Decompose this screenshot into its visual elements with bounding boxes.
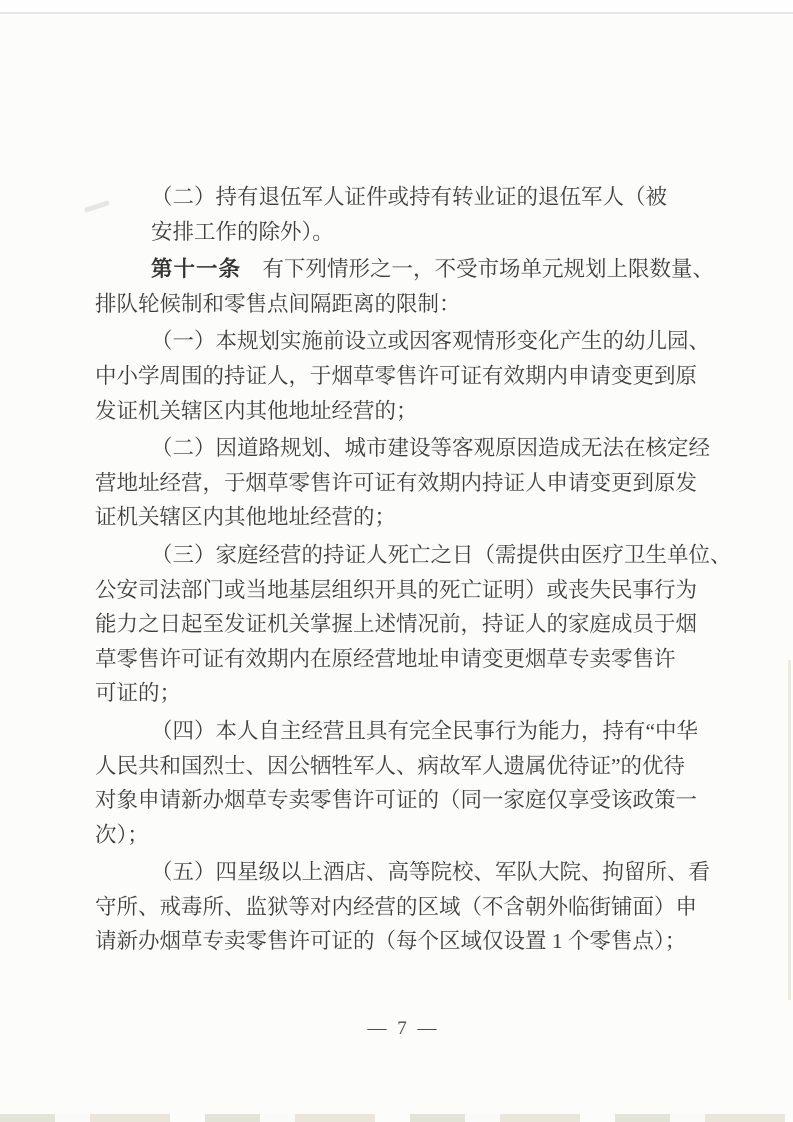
paragraph-item-3 <box>95 538 732 711</box>
scan-edge-top <box>0 0 793 14</box>
text-line: 草零售许可证有效期内在原经营地址申请变更烟草专卖零售许 <box>95 646 676 671</box>
text-line: 公安司法部门或当地基层组织开具的死亡证明）或丧失民事行为 <box>95 577 698 602</box>
paragraph-item-4 <box>95 714 699 852</box>
paragraph-article-11 <box>95 252 715 321</box>
text-line: 可证的； <box>95 681 182 706</box>
scan-edge-bottom <box>0 1114 793 1122</box>
text-line: 守所、戒毒所、监狱等对内经营的区域（不含朝外临街铺面）申 <box>95 894 698 919</box>
text-block <box>95 180 732 959</box>
text-line: 人民共和国烈士、因公牺牲军人、病故军人遗属优待证”的优待 <box>95 753 686 778</box>
text-line: 能力之日起至发证机关掌握上述情况前，持证人的家庭成员于烟 <box>95 612 698 637</box>
text-line: （二）持有退伍军人证件或持有转业证的退伍军人（被 <box>151 185 668 209</box>
text-line: 营地址经营，于烟草零售许可证有效期内持证人申请变更到原发 <box>95 470 698 495</box>
text-line: （三）家庭经营的持证人死亡之日（需提供由医疗卫生单位、 <box>151 542 732 567</box>
text-line: 请新办烟草专卖零售许可证的（每个区域仅设置 1 个零售点）； <box>95 929 687 954</box>
text-line: （四）本人自主经营且具有完全民事行为能力，持有“中华 <box>151 718 699 743</box>
page-number: — 7 — <box>367 1018 440 1039</box>
text-line: 排队轮候制和零售点间隔距离的限制： <box>95 291 461 316</box>
article-number-bold: 第十一条 <box>151 257 242 282</box>
text-line <box>95 252 715 287</box>
text-line: 证机关辖区内其他地址经营的； <box>95 505 397 530</box>
text-line: 安排工作的除外）。 <box>151 219 334 244</box>
text-line: 对象申请新办烟草专卖零售许可证的（同一家庭仅享受该政策一 <box>95 788 698 813</box>
text-line: （一）本规划实施前设立或因客观情形变化产生的幼儿园、 <box>151 329 711 354</box>
text-line: （二）因道路规划、城市建设等客观原因造成无法在核定经 <box>151 436 711 461</box>
paragraph-item-1 <box>95 324 711 428</box>
text-line: （五）四星级以上酒店、高等院校、军队大院、拘留所、看 <box>151 860 711 885</box>
text-line: 中小学周围的持证人，于烟草零售许可证有效期内申请变更到原 <box>95 363 698 388</box>
paragraph-item-2 <box>95 431 711 535</box>
article-lead-text: 有下列情形之一，不受市场单元规划上限数量、 <box>241 257 715 282</box>
paragraph-item-2-prev-article <box>95 180 699 249</box>
paragraph-item-5 <box>95 855 711 959</box>
text-line: 次）； <box>95 822 149 847</box>
scan-edge-right <box>788 660 791 1000</box>
text-line: 发证机关辖区内其他地址经营的； <box>95 398 418 423</box>
